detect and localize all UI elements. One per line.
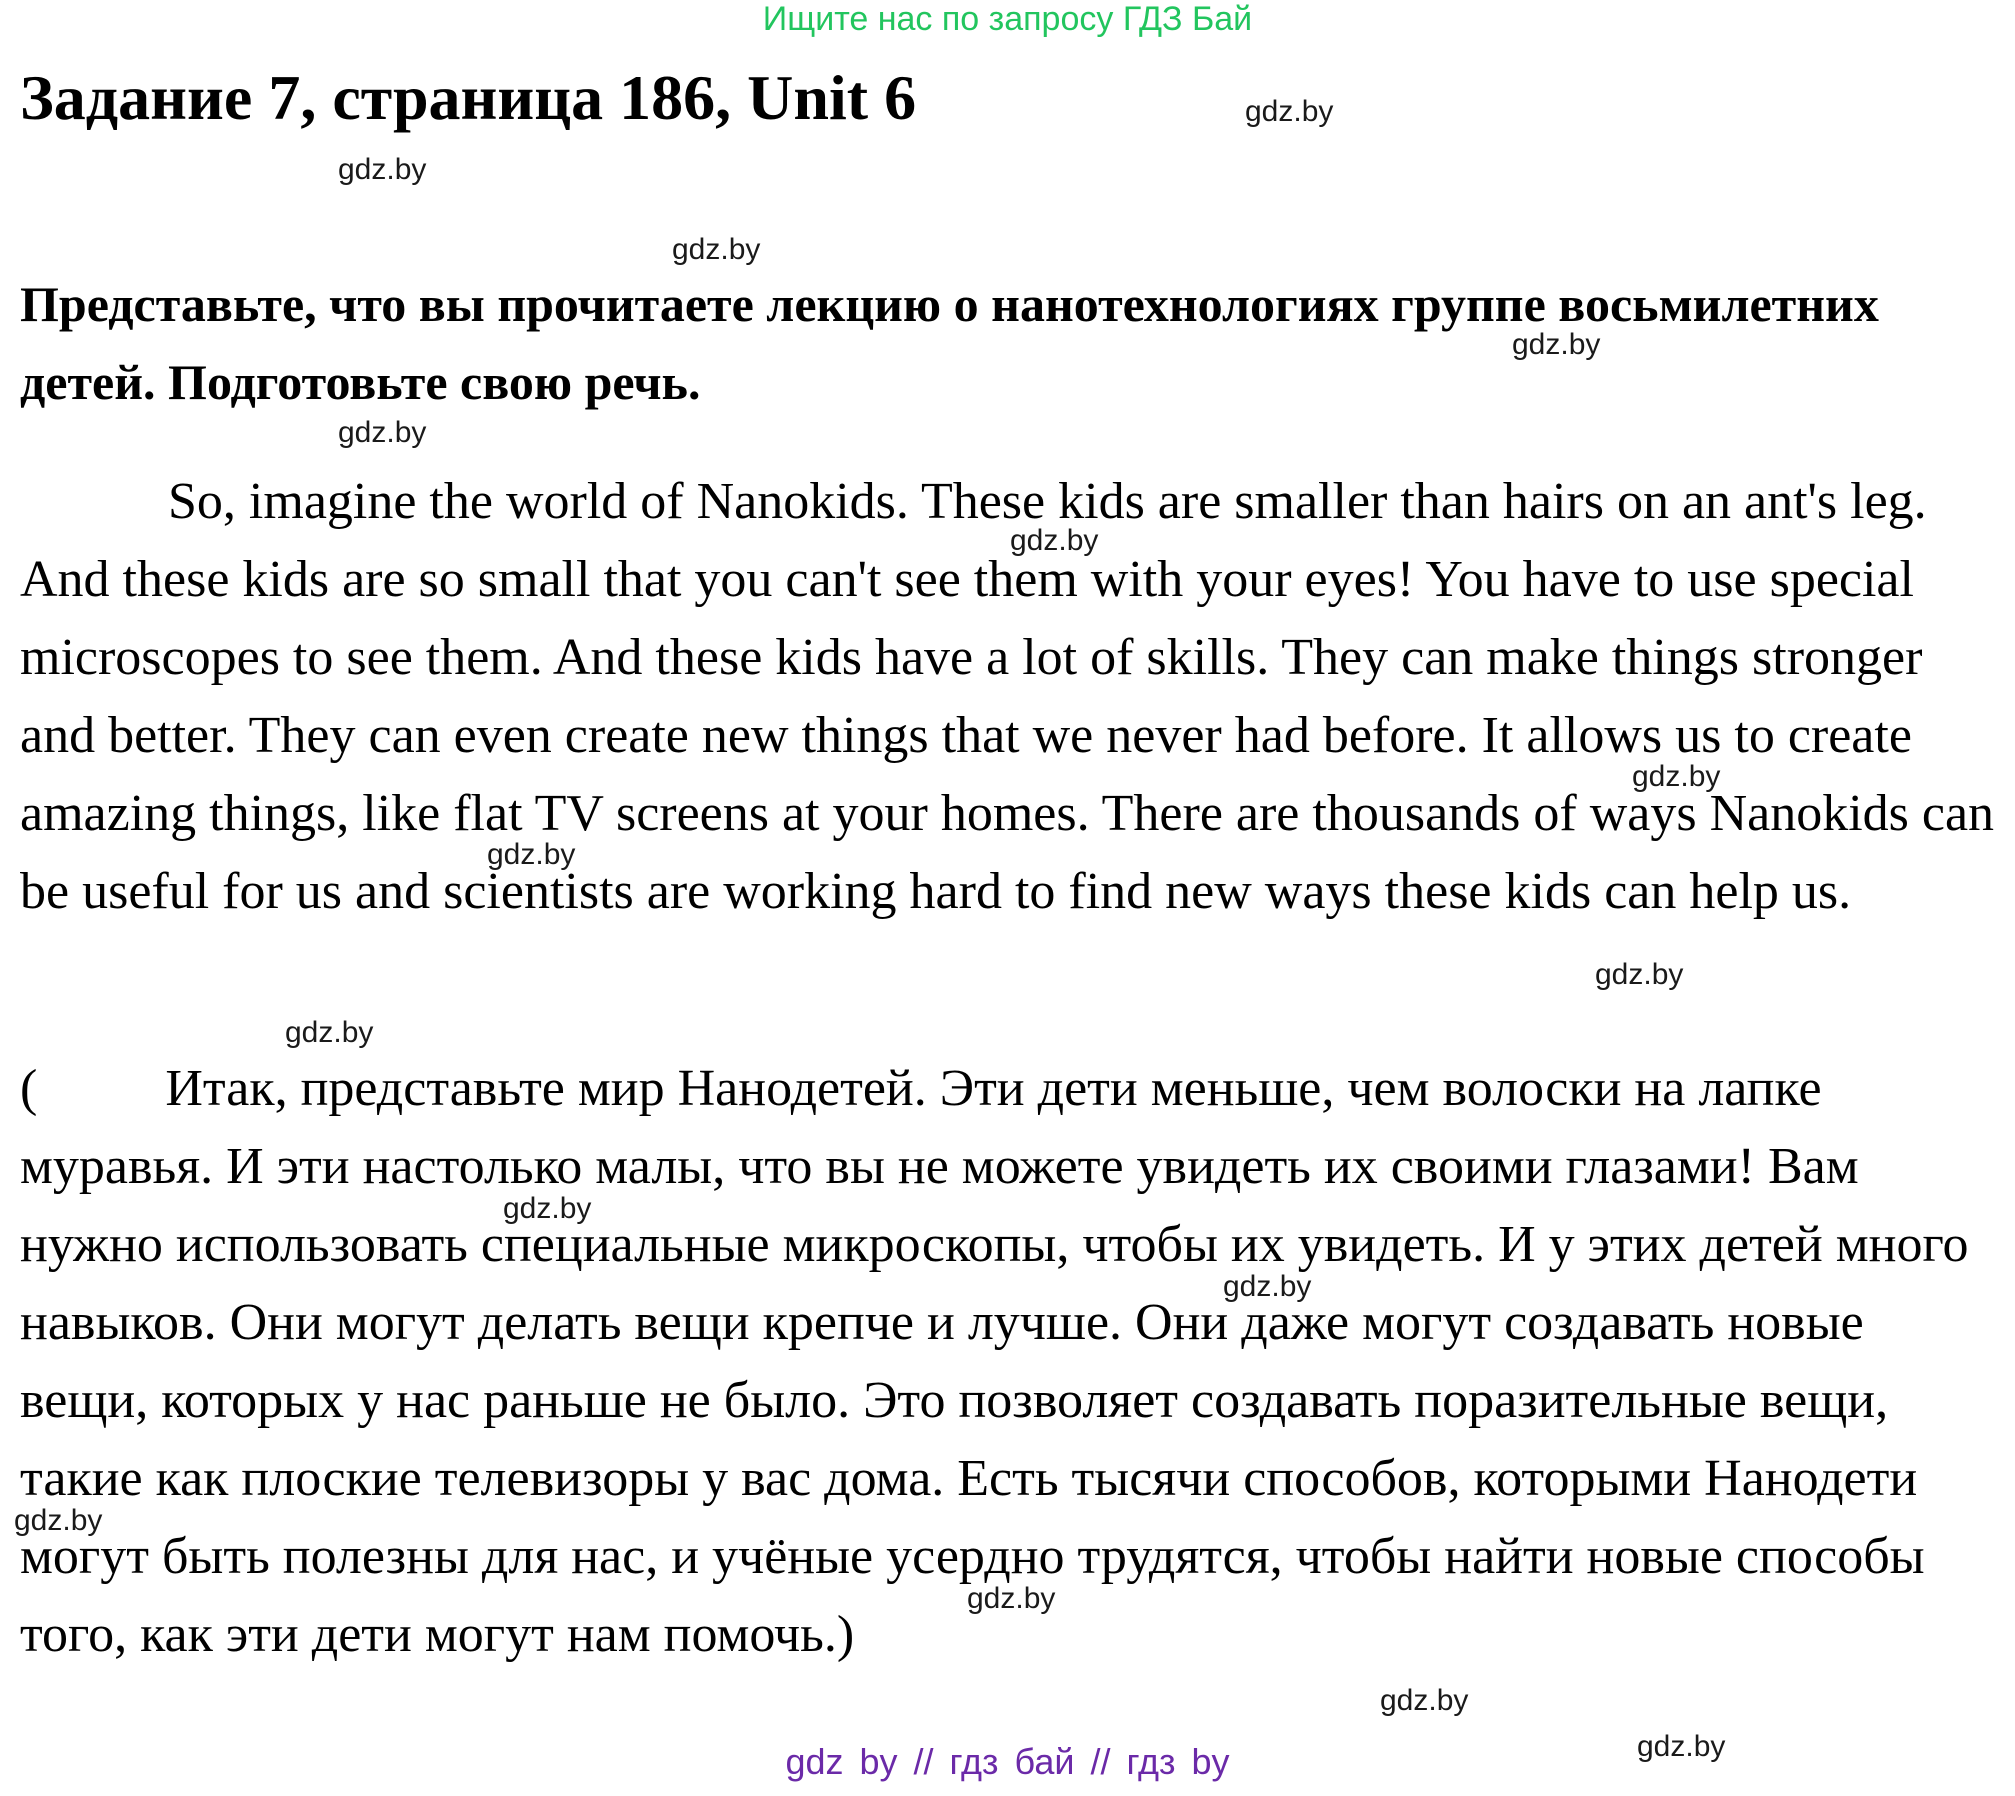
watermark: gdz.by	[1245, 95, 1334, 128]
watermark: gdz.by	[1595, 958, 1684, 991]
watermark: gdz.by	[1632, 760, 1721, 793]
watermark: gdz.by	[338, 416, 427, 449]
watermark: gdz.by	[1010, 524, 1099, 557]
english-answer-paragraph	[20, 463, 1995, 931]
watermark: gdz.by	[503, 1192, 592, 1225]
watermark: gdz.by	[1512, 328, 1601, 361]
watermark: gdz.by	[338, 153, 427, 186]
watermark: gdz.by	[967, 1582, 1056, 1615]
russian-translation-text: Итак, представьте мир Нанодетей. Эти дети меньше, чем волоски на лапке муравья. И эти настолько малы, что вы не можете увидеть их своими глазами! Вам нужно использовать специальные микроскопы, чтобы их увидеть. И у этих детей много навыков. Они могут делать вещи крепче и лучше. Они даже могут создавать новые вещи, которых у нас раньше не было. Это позволяет создавать поразительные вещи, такие как плоские телевизоры у вас дома. Есть тысячи способов, которыми Нанодети могут быть полезны для нас, и учёные усердно трудятся, чтобы найти новые способы того, как эти дети могут нам помочь.)	[20, 1060, 1969, 1663]
english-answer-text: So, imagine the world of Nanokids. These kids are smaller than hairs on an ant's leg. And these kids are so small that you can't see them with your eyes! You have to use special microscopes to see them. And these kids have a lot of skills. They can make things stronger and better. They can even create new things that we never had before. It allows us to create amazing things, like flat TV screens at your homes. There are thousands of ways Nanokids can be useful for us and scientists are working hard to find new ways these kids can help us.	[20, 473, 1995, 920]
watermark: gdz.by	[487, 838, 576, 871]
footer-links[interactable]: gdz by // гдз бай // гдз by	[785, 1741, 1230, 1782]
watermark: gdz.by	[1637, 1730, 1726, 1763]
task-statement: Представьте, что вы прочитаете лекцию о нанотехнологиях группе восьмилетних детей. Подготовьте свою речь.	[20, 276, 1879, 410]
russian-translation-paragraph	[20, 1050, 1995, 1674]
watermark: gdz.by	[285, 1016, 374, 1049]
top-banner[interactable]: Ищите нас по запросу ГДЗ Бай	[762, 0, 1253, 38]
watermark: gdz.by	[1223, 1270, 1312, 1303]
watermark: gdz.by	[1380, 1684, 1469, 1717]
watermark: gdz.by	[14, 1504, 103, 1537]
open-paren: (	[20, 1060, 38, 1117]
watermark: gdz.by	[672, 233, 761, 266]
page-title: Задание 7, страница 186, Unit 6	[20, 62, 917, 133]
